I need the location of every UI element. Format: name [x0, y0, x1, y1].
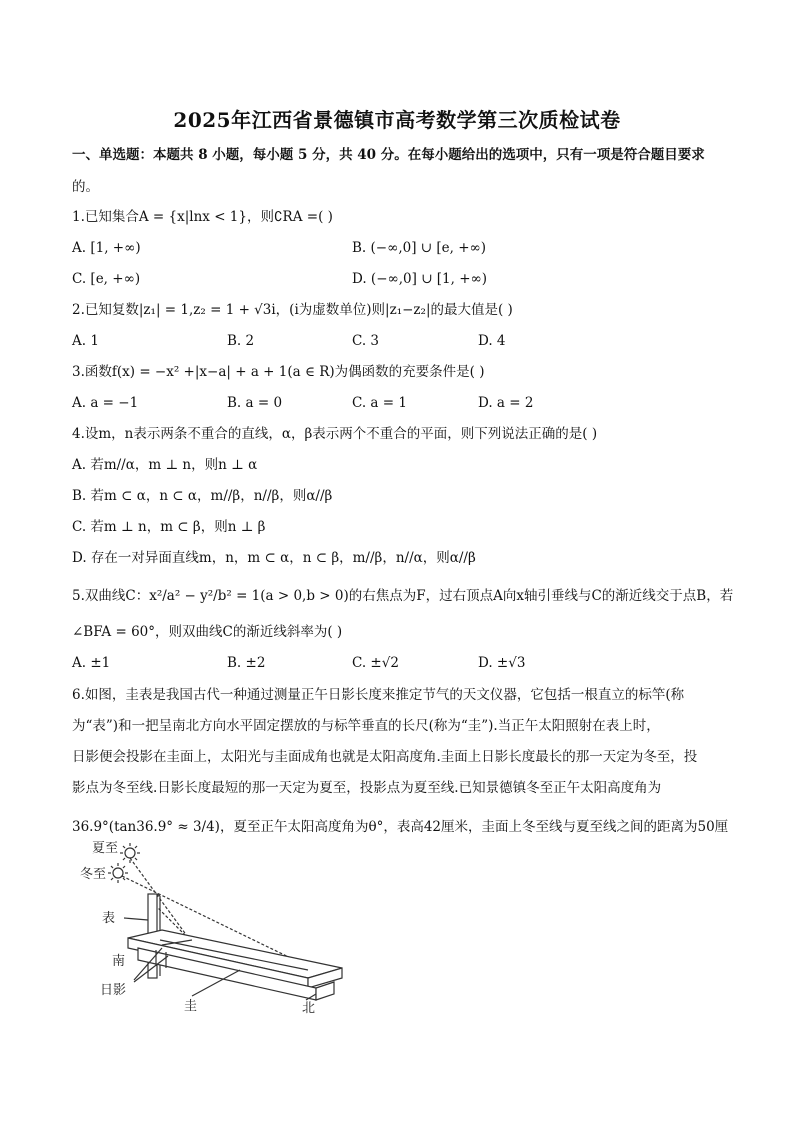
page-title: 2025年江西省景德镇市高考数学第三次质检试卷	[173, 108, 621, 132]
question-1-option-a: A. [1, +∞)	[72, 240, 141, 256]
question-6-line4: 影点为冬至线.日影长度最短的那一天定为夏至，投影点为夏至线.已知景德镇冬至正午太阳高度角为	[72, 780, 662, 796]
question-3-stem: 3.函数f(x) = −x² +|x−a| + a + 1(a ∈ R)为偶函数的充要条件是( )	[72, 364, 485, 380]
question-4-option-d: D. 存在一对异面直线m，n，m ⊂ α，n ⊂ β，m//β，n//α，则α//β	[72, 550, 476, 566]
figure-label-biao: 表	[102, 911, 116, 926]
question-3-option-b: B. a = 0	[227, 395, 283, 411]
question-3-option-c: C. a = 1	[352, 395, 407, 411]
sun-icon	[120, 843, 140, 863]
question-2-option-b: B. 2	[227, 333, 255, 349]
question-2-stem: 2.已知复数|z₁| = 1,z₂ = 1 + √3i，(i为虚数单位)则|z₁−z₂|的最大值是( )	[72, 302, 513, 318]
question-3-option-d: D. a = 2	[478, 395, 534, 411]
question-6-line5: 36.9°(tan36.9° ≈ 3/4)，夏至正午太阳高度角为θ°，表高42厘米，圭面上冬至线与夏至线之间的距离为50厘	[72, 819, 729, 835]
question-1-option-c: C. [e, +∞)	[72, 271, 141, 287]
figure-label-north: 北	[302, 1001, 316, 1016]
question-5-option-a: A. ±1	[72, 655, 111, 671]
sun-icon	[108, 863, 128, 883]
section-heading-line1: 一、单选题：本题共 8 小题，每小题 5 分，共 40 分。在每小题给出的选项中，只有一项是符合题目要求	[72, 147, 705, 163]
guibiao-diagram	[80, 830, 360, 1020]
question-6-line1: 6.如图，圭表是我国古代一种通过测量正午日影长度来推定节气的天文仪器，它包括一根直立的标竿(称	[72, 687, 685, 703]
question-4-option-b: B. 若m ⊂ α，n ⊂ α，m//β，n//β，则α//β	[72, 488, 333, 504]
question-5-stem-line2: ∠BFA = 60°，则双曲线C的渐近线斜率为( )	[72, 624, 343, 640]
question-1-option-d: D. (−∞,0] ∪ [1, +∞)	[352, 271, 488, 287]
question-2-option-a: A. 1	[72, 333, 99, 349]
question-2-option-d: D. 4	[478, 333, 506, 349]
figure-label-gui: 圭	[184, 999, 198, 1014]
question-1-option-b: B. (−∞,0] ∪ [e, +∞)	[352, 240, 487, 256]
question-2-option-c: C. 3	[352, 333, 380, 349]
figure-label-shadow: 日影	[100, 983, 127, 998]
question-5-option-d: D. ±√3	[478, 655, 526, 671]
question-5-option-c: C. ±√2	[352, 655, 399, 671]
question-3-option-a: A. a = −1	[72, 395, 139, 411]
question-5-option-b: B. ±2	[227, 655, 266, 671]
question-6-line2: 为“表”)和一把呈南北方向水平固定摆放的与标竿垂直的长尺(称为“圭”).当正午太阳照射在表上时，	[72, 718, 660, 734]
question-4-stem: 4.设m，n表示两条不重合的直线，α，β表示两个不重合的平面，则下列说法正确的是( )	[72, 426, 598, 442]
question-5-stem-line1: 5.双曲线C：x²/a² − y²/b² = 1(a > 0,b > 0)的右焦点为F，过右顶点A向x轴引垂线与C的渐近线交于点B，若	[72, 588, 734, 604]
question-4-option-c: C. 若m ⊥ n，m ⊂ β，则n ⊥ β	[72, 519, 266, 535]
question-1-stem: 1.已知集合A = {x|lnx < 1}，则∁RA =( )	[72, 209, 333, 225]
section-heading-line2: 的。	[72, 179, 99, 195]
figure-label-winter-solstice: 冬至	[80, 867, 107, 882]
figure-label-south: 南	[112, 954, 126, 969]
question-4-option-a: A. 若m//α，m ⊥ n，则n ⊥ α	[72, 457, 258, 473]
question-6-line3: 日影便会投影在圭面上，太阳光与圭面成角也就是太阳高度角.圭面上日影长度最长的那一天定为冬至，投	[72, 749, 698, 765]
figure-label-summer-solstice: 夏至	[92, 841, 119, 856]
